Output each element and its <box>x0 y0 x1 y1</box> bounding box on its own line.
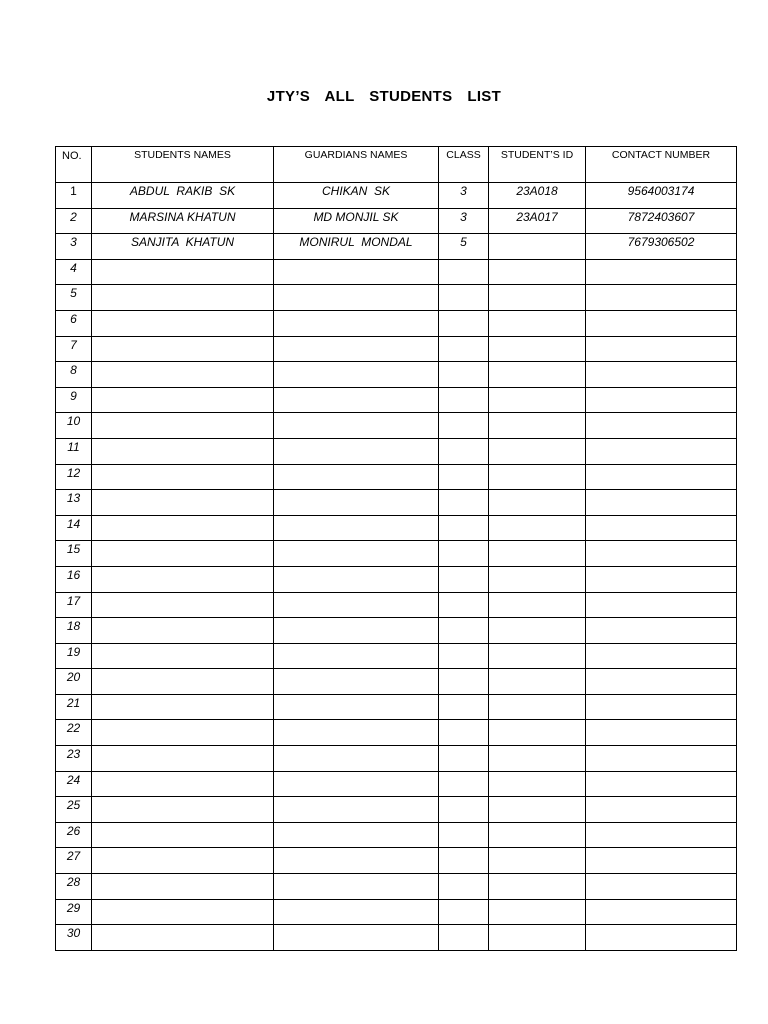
class-cell: 3 <box>439 208 489 234</box>
row-number-cell: 15 <box>56 541 92 567</box>
contact-number-cell <box>586 413 737 439</box>
row-number-cell: 27 <box>56 848 92 874</box>
student-id-cell: 23A017 <box>489 208 586 234</box>
class-cell <box>439 848 489 874</box>
table-row <box>56 720 737 746</box>
row-number-cell: 6 <box>56 310 92 336</box>
class-cell: 3 <box>439 183 489 209</box>
table-row <box>56 336 737 362</box>
table-row <box>56 362 737 388</box>
student-name-cell <box>92 285 274 311</box>
table-row <box>56 874 737 900</box>
row-number-cell: 7 <box>56 336 92 362</box>
row-number-cell: 14 <box>56 515 92 541</box>
class-cell <box>439 541 489 567</box>
class-cell <box>439 874 489 900</box>
student-id-cell <box>489 822 586 848</box>
student-id-cell <box>489 899 586 925</box>
table-row <box>56 387 737 413</box>
contact-number-cell <box>586 362 737 388</box>
contact-number-cell <box>586 438 737 464</box>
student-name-cell <box>92 899 274 925</box>
guardian-name-cell <box>274 362 439 388</box>
class-cell <box>439 925 489 951</box>
row-number-cell: 30 <box>56 925 92 951</box>
row-number-cell: 24 <box>56 771 92 797</box>
student-name-cell <box>92 720 274 746</box>
row-number-cell: 19 <box>56 643 92 669</box>
student-id-cell <box>489 797 586 823</box>
guardian-name-cell <box>274 387 439 413</box>
table-row <box>56 618 737 644</box>
student-id-cell <box>489 618 586 644</box>
student-name-cell <box>92 566 274 592</box>
student-name-cell <box>92 413 274 439</box>
contact-number-cell <box>586 899 737 925</box>
row-number-cell: 16 <box>56 566 92 592</box>
student-id-cell <box>489 746 586 772</box>
student-id-cell <box>489 669 586 695</box>
table-row <box>56 464 737 490</box>
guardian-name-cell <box>274 925 439 951</box>
row-number-cell: 28 <box>56 874 92 900</box>
class-cell <box>439 336 489 362</box>
row-number-cell: 5 <box>56 285 92 311</box>
guardian-name-cell <box>274 899 439 925</box>
student-name-cell <box>92 259 274 285</box>
guardian-name-cell <box>274 438 439 464</box>
contact-number-cell <box>586 643 737 669</box>
student-name-cell <box>92 464 274 490</box>
student-name-cell <box>92 874 274 900</box>
table-row <box>56 746 737 772</box>
contact-number-cell <box>586 848 737 874</box>
student-name-cell: MARSINA KHATUN <box>92 208 274 234</box>
class-cell <box>439 797 489 823</box>
student-id-cell <box>489 362 586 388</box>
student-name-cell <box>92 822 274 848</box>
table-row <box>56 310 737 336</box>
contact-number-cell <box>586 618 737 644</box>
student-id-cell <box>489 387 586 413</box>
guardian-name-cell <box>274 285 439 311</box>
guardian-name-cell <box>274 720 439 746</box>
table-row <box>56 925 737 951</box>
class-cell <box>439 310 489 336</box>
student-name-cell <box>92 362 274 388</box>
guardian-name-cell <box>274 771 439 797</box>
class-cell <box>439 362 489 388</box>
row-number-cell: 8 <box>56 362 92 388</box>
student-id-cell <box>489 438 586 464</box>
contact-number-cell <box>586 720 737 746</box>
student-id-cell <box>489 925 586 951</box>
contact-number-cell <box>586 925 737 951</box>
student-id-cell <box>489 848 586 874</box>
row-number-cell: 1 <box>56 183 92 209</box>
student-id-cell <box>489 490 586 516</box>
row-number-cell: 26 <box>56 822 92 848</box>
class-cell <box>439 669 489 695</box>
contact-number-cell <box>586 874 737 900</box>
table-row <box>56 822 737 848</box>
student-id-cell <box>489 285 586 311</box>
student-id-cell <box>489 234 586 260</box>
student-name-cell <box>92 797 274 823</box>
contact-number-cell <box>586 822 737 848</box>
contact-number-cell <box>586 771 737 797</box>
row-number-cell: 20 <box>56 669 92 695</box>
table-row <box>56 234 737 260</box>
contact-number-cell <box>586 746 737 772</box>
contact-number-cell: 9564003174 <box>586 183 737 209</box>
row-number-cell: 2 <box>56 208 92 234</box>
guardian-name-cell <box>274 848 439 874</box>
student-id-cell <box>489 566 586 592</box>
student-name-cell <box>92 925 274 951</box>
guardian-name-cell <box>274 310 439 336</box>
guardian-name-cell <box>274 413 439 439</box>
contact-number-cell: 7679306502 <box>586 234 737 260</box>
table-row <box>56 566 737 592</box>
student-name-cell <box>92 438 274 464</box>
student-id-cell <box>489 643 586 669</box>
class-cell <box>439 771 489 797</box>
table-header-row <box>56 147 737 183</box>
class-cell <box>439 694 489 720</box>
table-row <box>56 413 737 439</box>
student-name-cell <box>92 541 274 567</box>
guardian-name-cell: CHIKAN SK <box>274 183 439 209</box>
guardian-name-cell <box>274 259 439 285</box>
class-cell: 5 <box>439 234 489 260</box>
class-cell <box>439 387 489 413</box>
class-cell <box>439 618 489 644</box>
table-row <box>56 848 737 874</box>
row-number-cell: 21 <box>56 694 92 720</box>
student-name-cell <box>92 643 274 669</box>
table-row <box>56 183 737 209</box>
contact-number-cell <box>586 336 737 362</box>
student-id-cell <box>489 771 586 797</box>
student-name-cell <box>92 592 274 618</box>
contact-number-cell: 7872403607 <box>586 208 737 234</box>
guardian-name-cell: MD MONJIL SK <box>274 208 439 234</box>
student-id-cell <box>489 515 586 541</box>
table-row <box>56 771 737 797</box>
student-id-cell <box>489 413 586 439</box>
contact-number-cell <box>586 797 737 823</box>
guardian-name-cell <box>274 669 439 695</box>
table-row <box>56 515 737 541</box>
student-id-cell: 23A018 <box>489 183 586 209</box>
row-number-cell: 9 <box>56 387 92 413</box>
table-row <box>56 438 737 464</box>
guardian-name-cell <box>274 490 439 516</box>
row-number-cell: 10 <box>56 413 92 439</box>
contact-number-cell <box>586 387 737 413</box>
student-name-cell <box>92 515 274 541</box>
student-name-cell <box>92 490 274 516</box>
page-title: JTY’S ALL STUDENTS LIST <box>266 88 502 105</box>
student-name-cell: ABDUL RAKIB SK <box>92 183 274 209</box>
student-name-cell <box>92 669 274 695</box>
guardian-name-cell <box>274 336 439 362</box>
student-id-cell <box>489 592 586 618</box>
class-cell <box>439 720 489 746</box>
column-header-contact: CONTACT NUMBER <box>586 147 737 183</box>
guardian-name-cell <box>274 822 439 848</box>
student-name-cell <box>92 694 274 720</box>
student-id-cell <box>489 694 586 720</box>
table-body <box>56 183 737 951</box>
guardian-name-cell <box>274 464 439 490</box>
column-header-no: NO. <box>56 147 92 183</box>
table-row <box>56 285 737 311</box>
guardian-name-cell <box>274 515 439 541</box>
guardian-name-cell <box>274 874 439 900</box>
student-name-cell <box>92 618 274 644</box>
student-name-cell <box>92 848 274 874</box>
student-name-cell: SANJITA KHATUN <box>92 234 274 260</box>
guardian-name-cell <box>274 592 439 618</box>
class-cell <box>439 438 489 464</box>
table-row <box>56 694 737 720</box>
students-table <box>55 146 737 951</box>
contact-number-cell <box>586 541 737 567</box>
contact-number-cell <box>586 566 737 592</box>
class-cell <box>439 515 489 541</box>
row-number-cell: 3 <box>56 234 92 260</box>
table-row <box>56 490 737 516</box>
guardian-name-cell <box>274 566 439 592</box>
table-row <box>56 899 737 925</box>
student-name-cell <box>92 336 274 362</box>
class-cell <box>439 746 489 772</box>
contact-number-cell <box>586 259 737 285</box>
contact-number-cell <box>586 592 737 618</box>
student-id-cell <box>489 541 586 567</box>
column-header-guardian-name: GUARDIANS NAMES <box>274 147 439 183</box>
contact-number-cell <box>586 669 737 695</box>
column-header-student-id: STUDENT’S ID <box>489 147 586 183</box>
guardian-name-cell <box>274 541 439 567</box>
row-number-cell: 29 <box>56 899 92 925</box>
student-id-cell <box>489 336 586 362</box>
contact-number-cell <box>586 310 737 336</box>
class-cell <box>439 566 489 592</box>
class-cell <box>439 413 489 439</box>
column-header-student-name: STUDENTS NAMES <box>92 147 274 183</box>
column-header-class: CLASS <box>439 147 489 183</box>
class-cell <box>439 822 489 848</box>
table-row <box>56 208 737 234</box>
row-number-cell: 4 <box>56 259 92 285</box>
student-name-cell <box>92 771 274 797</box>
row-number-cell: 25 <box>56 797 92 823</box>
guardian-name-cell <box>274 694 439 720</box>
contact-number-cell <box>586 285 737 311</box>
class-cell <box>439 592 489 618</box>
table-row <box>56 797 737 823</box>
row-number-cell: 18 <box>56 618 92 644</box>
row-number-cell: 12 <box>56 464 92 490</box>
student-name-cell <box>92 387 274 413</box>
guardian-name-cell <box>274 643 439 669</box>
class-cell <box>439 285 489 311</box>
contact-number-cell <box>586 490 737 516</box>
student-name-cell <box>92 310 274 336</box>
class-cell <box>439 490 489 516</box>
student-id-cell <box>489 259 586 285</box>
table-row <box>56 669 737 695</box>
student-id-cell <box>489 464 586 490</box>
class-cell <box>439 643 489 669</box>
guardian-name-cell <box>274 797 439 823</box>
guardian-name-cell: MONIRUL MONDAL <box>274 234 439 260</box>
contact-number-cell <box>586 464 737 490</box>
contact-number-cell <box>586 515 737 541</box>
student-id-cell <box>489 720 586 746</box>
row-number-cell: 23 <box>56 746 92 772</box>
student-name-cell <box>92 746 274 772</box>
row-number-cell: 11 <box>56 438 92 464</box>
row-number-cell: 22 <box>56 720 92 746</box>
table-row <box>56 643 737 669</box>
table-row <box>56 259 737 285</box>
class-cell <box>439 464 489 490</box>
class-cell <box>439 259 489 285</box>
table-row <box>56 541 737 567</box>
student-id-cell <box>489 874 586 900</box>
student-id-cell <box>489 310 586 336</box>
row-number-cell: 13 <box>56 490 92 516</box>
row-number-cell: 17 <box>56 592 92 618</box>
class-cell <box>439 899 489 925</box>
guardian-name-cell <box>274 746 439 772</box>
guardian-name-cell <box>274 618 439 644</box>
contact-number-cell <box>586 694 737 720</box>
table-row <box>56 592 737 618</box>
